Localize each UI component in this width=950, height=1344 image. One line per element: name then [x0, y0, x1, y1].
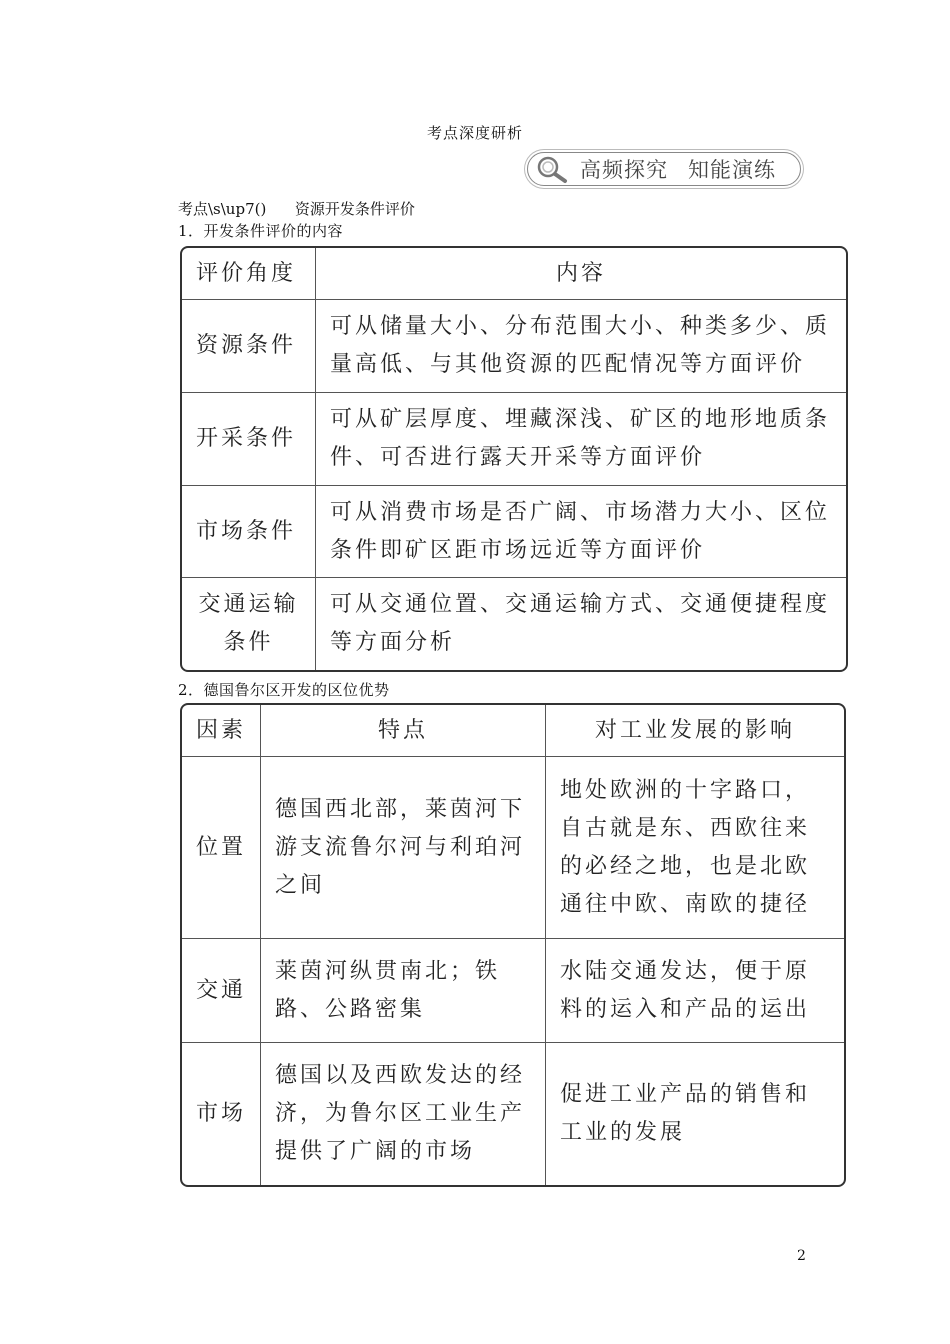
section-title: 考点\s\up7() 资源开发条件评价 [178, 200, 415, 218]
angle-cell: 资源条件 [182, 300, 316, 393]
table-row [182, 300, 846, 393]
banner-label-practice: 知能演练 [688, 158, 776, 182]
header-cell: 内容 [316, 248, 846, 300]
subheading-2: 2．德国鲁尔区开发的区位优势 [178, 681, 390, 699]
banner-label-explore: 高频探究 [580, 158, 668, 182]
impact-cell: 地处欧洲的十字路口，自古就是东、西欧往来的必经之地，也是北欧通往中欧、南欧的捷径 [546, 757, 844, 939]
factor-cell: 市场 [182, 1043, 261, 1185]
factor-cell: 位置 [182, 757, 261, 939]
factor-cell: 交通 [182, 939, 261, 1043]
impact-cell: 促进工业产品的销售和工业的发展 [560, 1082, 811, 1145]
content-cell: 可从交通位置、交通运输方式、交通便捷程度等方面分析 [330, 592, 831, 655]
table-row [182, 757, 844, 939]
table-row [182, 486, 846, 578]
angle-cell: 市场条件 [182, 486, 316, 578]
table-row [182, 1043, 844, 1185]
ruhr-advantage-table [180, 703, 846, 1187]
angle-cell: 开采条件 [182, 393, 316, 486]
page-number: 2 [797, 1248, 806, 1264]
page-header: 考点深度研析 [426, 124, 523, 142]
table-row [182, 578, 846, 670]
content-cell: 可从储量大小、分布范围大小、种类多少、质量高低、与其他资源的匹配情况等方面评价 [316, 300, 846, 393]
impact-cell: 水陆交通发达，便于原料的运入和产品的运出 [546, 939, 844, 1043]
evaluation-table [180, 246, 848, 672]
feature-cell: 德国西北部，莱茵河下游支流鲁尔河与利珀河之间 [261, 757, 546, 939]
table-header-row [182, 705, 844, 757]
table-header-row [182, 248, 846, 300]
angle-cell: 交通运输条件 [182, 578, 316, 670]
table-row [182, 393, 846, 486]
header-cell: 评价角度 [182, 248, 316, 300]
feature-cell: 莱茵河纵贯南北；铁路、公路密集 [261, 939, 546, 1043]
content-cell: 可从矿层厚度、埋藏深浅、矿区的地形地质条件、可否进行露天开采等方面评价 [316, 393, 846, 486]
header-cell: 对工业发展的影响 [546, 705, 844, 757]
search-icon [534, 154, 570, 184]
feature-cell: 德国以及西欧发达的经济，为鲁尔区工业生产提供了广阔的市场 [261, 1043, 546, 1185]
header-cell: 因素 [182, 705, 261, 757]
subheading-1: 1．开发条件评价的内容 [178, 222, 344, 240]
header-cell: 特点 [261, 705, 546, 757]
content-cell: 可从消费市场是否广阔、市场潜力大小、区位条件即矿区距市场远近等方面评价 [316, 486, 846, 578]
table-row [182, 939, 844, 1043]
section-banner [527, 152, 801, 186]
